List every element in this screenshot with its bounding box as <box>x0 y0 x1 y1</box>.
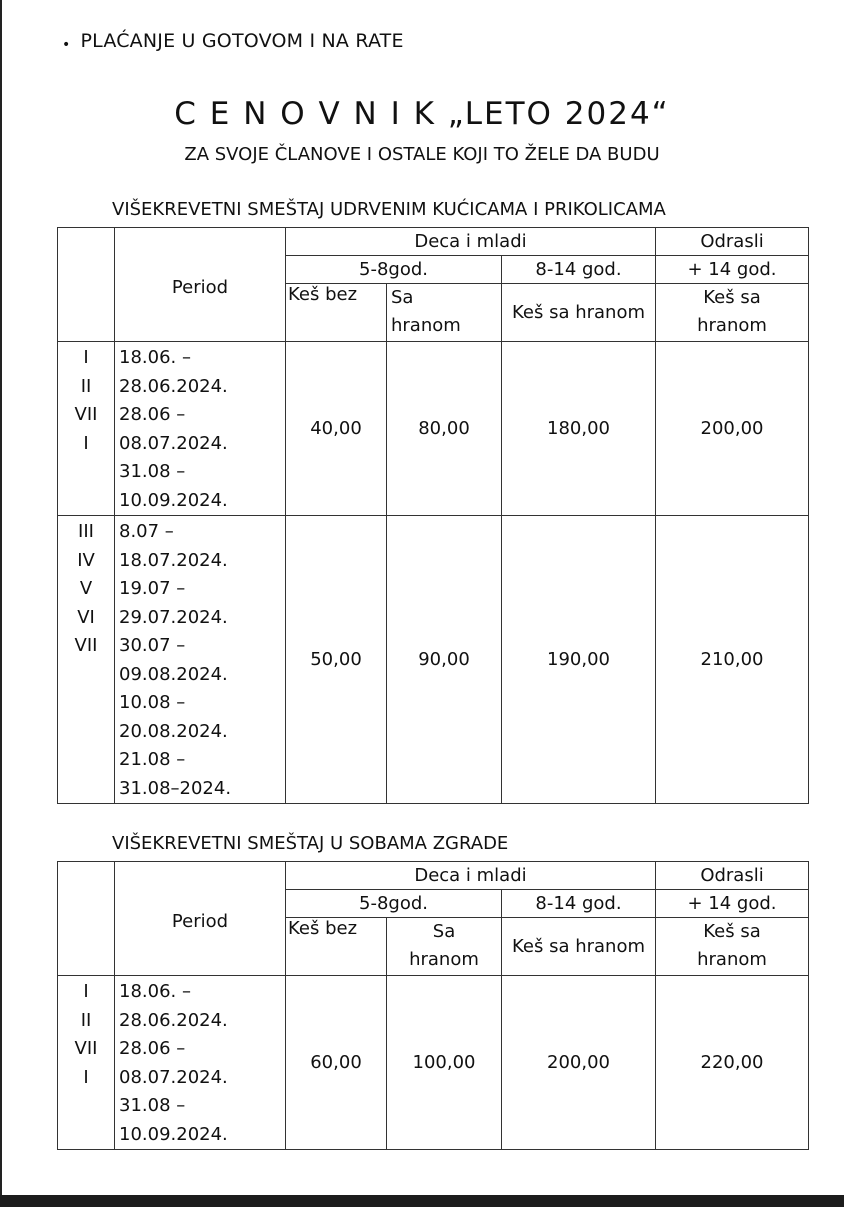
section2-price-table <box>57 861 809 1150</box>
date-line: 31.08–2024. <box>119 777 232 799</box>
numeral: VII <box>74 635 98 656</box>
page-left-border <box>0 0 2 1195</box>
date-line: 21.08 – <box>119 749 186 770</box>
sa-hranom-header <box>387 918 502 976</box>
odrasli-kes-line2: hranom <box>697 949 767 970</box>
numeral: VI <box>77 606 95 628</box>
price-odrasli: 210,00 <box>656 516 809 804</box>
price-kes-bez: 60,00 <box>286 976 387 1150</box>
shift-numerals <box>58 516 115 804</box>
numeral: III <box>78 521 94 542</box>
table-row <box>58 516 809 804</box>
odrasli-kes-header <box>656 284 809 342</box>
period-dates <box>115 976 286 1150</box>
date-line: 19.07 – <box>119 578 186 599</box>
numeral: VII <box>74 404 98 425</box>
period-header: Period <box>115 862 286 976</box>
date-line: 30.07 – <box>119 635 186 656</box>
deca-header: Deca i mladi <box>286 862 656 890</box>
section1-price-table <box>57 227 809 804</box>
page-subtitle: ZA SVOJE ČLANOVE I OSTALE KOJI TO ŽELE DA BUDU <box>184 144 660 165</box>
date-line: 28.06.2024. <box>119 375 228 397</box>
odrasli-kes-header <box>656 918 809 976</box>
date-line: 31.08 – <box>119 461 186 482</box>
date-line: 28.06 – <box>119 1038 186 1059</box>
shift-numerals <box>58 342 115 516</box>
table-row <box>58 342 809 516</box>
age-14-header: + 14 god. <box>656 256 809 284</box>
odrasli-header: Odrasli <box>656 228 809 256</box>
date-line: 10.09.2024. <box>119 489 228 511</box>
table-row <box>58 976 809 1150</box>
price-8-14: 190,00 <box>502 516 656 804</box>
kes-sa-hranom-header: Keš sa hranom <box>502 284 656 342</box>
section2-title: VIŠEKREVETNI SMEŠTAJ U SOBAMA ZGRADE <box>112 833 509 854</box>
age-8-14-header: 8-14 god. <box>502 256 656 284</box>
date-line: 10.08 – <box>119 692 186 713</box>
bottom-bar <box>0 1195 844 1207</box>
price-sa-hranom: 100,00 <box>387 976 502 1150</box>
payment-note <box>62 30 404 52</box>
kes-bez-header: Keš bez <box>286 284 387 342</box>
numeral: I <box>83 1066 89 1088</box>
odrasli-kes-line1: Keš sa <box>703 287 761 308</box>
age-14-header: + 14 god. <box>656 890 809 918</box>
date-line: 28.06 – <box>119 404 186 425</box>
date-line: 18.07.2024. <box>119 549 228 571</box>
price-odrasli: 220,00 <box>656 976 809 1150</box>
date-line: 29.07.2024. <box>119 606 228 628</box>
numeral: V <box>79 578 93 599</box>
date-line: 18.06. – <box>119 347 191 368</box>
odrasli-kes-line2: hranom <box>697 315 767 336</box>
period-dates <box>115 342 286 516</box>
page-title: C E N O V N I K „LETO 2024“ <box>174 96 670 132</box>
sa-hranom-line2: hranom <box>409 949 479 970</box>
table-corner-cell <box>58 228 115 342</box>
numeral: I <box>83 347 89 368</box>
date-line: 28.06.2024. <box>119 1009 228 1031</box>
price-8-14: 180,00 <box>502 342 656 516</box>
sa-hranom-line1: Sa <box>432 921 456 942</box>
sa-hranom-line1: Sa <box>391 287 414 308</box>
kes-bez-header: Keš bez <box>286 918 387 976</box>
payment-note-text: PLAĆANJE U GOTOVOM I NA RATE <box>80 30 404 52</box>
odrasli-kes-line1: Keš sa <box>703 921 761 942</box>
date-line: 20.08.2024. <box>119 720 228 742</box>
price-odrasli: 200,00 <box>656 342 809 516</box>
date-line: 08.07.2024. <box>119 1066 228 1088</box>
deca-header: Deca i mladi <box>286 228 656 256</box>
price-8-14: 200,00 <box>502 976 656 1150</box>
date-line: 10.09.2024. <box>119 1123 228 1145</box>
numeral: II <box>80 375 92 397</box>
section1-title: VIŠEKREVETNI SMEŠTAJ UDRVENIM KUĆICAMA I PRIKOLICAMA <box>112 199 666 220</box>
date-line: 18.06. – <box>119 981 191 1002</box>
numeral: IV <box>77 549 95 571</box>
bullet-icon: • <box>62 37 71 53</box>
numeral: I <box>83 432 89 454</box>
numeral: I <box>83 981 89 1002</box>
price-kes-bez: 40,00 <box>286 342 387 516</box>
price-kes-bez: 50,00 <box>286 516 387 804</box>
price-sa-hranom: 80,00 <box>387 342 502 516</box>
sa-hranom-line2: hranom <box>391 315 461 336</box>
numeral: II <box>80 1009 92 1031</box>
shift-numerals <box>58 976 115 1150</box>
date-line: 08.07.2024. <box>119 432 228 454</box>
table-corner-cell <box>58 862 115 976</box>
age-5-8-header: 5-8god. <box>286 256 502 284</box>
age-8-14-header: 8-14 god. <box>502 890 656 918</box>
period-dates <box>115 516 286 804</box>
date-line: 8.07 – <box>119 521 174 542</box>
numeral: VII <box>74 1038 98 1059</box>
sa-hranom-header <box>387 284 502 342</box>
age-5-8-header: 5-8god. <box>286 890 502 918</box>
date-line: 09.08.2024. <box>119 663 228 685</box>
kes-sa-hranom-header: Keš sa hranom <box>502 918 656 976</box>
date-line: 31.08 – <box>119 1095 186 1116</box>
period-header: Period <box>115 228 286 342</box>
odrasli-header: Odrasli <box>656 862 809 890</box>
price-sa-hranom: 90,00 <box>387 516 502 804</box>
